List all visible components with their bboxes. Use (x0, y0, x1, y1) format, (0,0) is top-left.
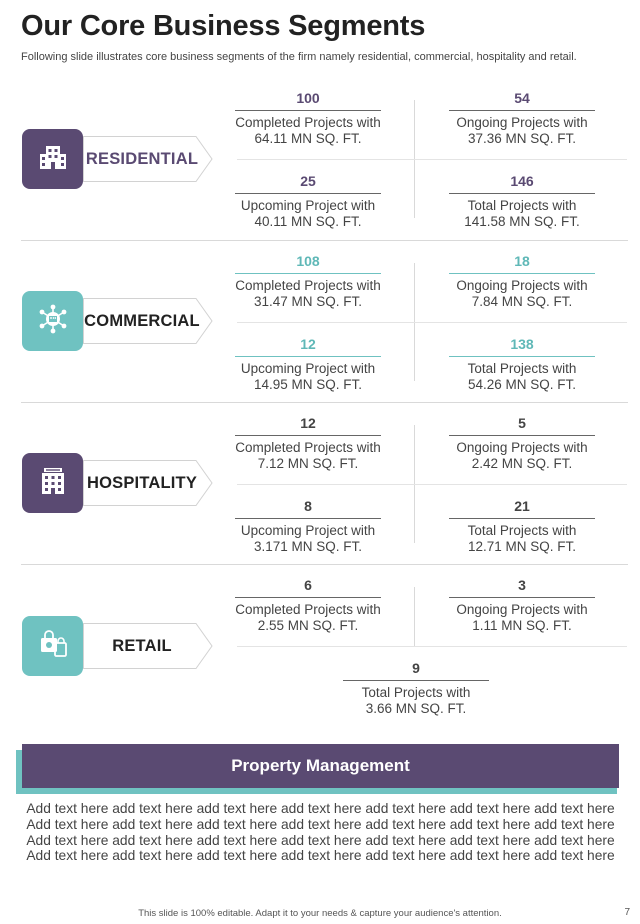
stat-area: 7.12 MN SQ. FT. (257, 456, 359, 471)
stat-value: 8 (304, 498, 312, 514)
segment-label-tag (83, 136, 213, 182)
stat-value: 108 (296, 253, 320, 269)
stat-rule (449, 273, 595, 274)
shopping-bags-icon (37, 628, 69, 665)
stat-rule (449, 435, 595, 436)
text-line: Add text here add text here add text here add text here add text here add text here add text here (26, 832, 615, 848)
stat-label: Ongoing Projects with (456, 440, 588, 455)
stat-completed (235, 415, 381, 472)
stat-label: Completed Projects with (235, 602, 381, 617)
stat-area: 14.95 MN SQ. FT. (253, 377, 363, 392)
hospital-icon (37, 465, 69, 502)
stat-value: 25 (300, 173, 316, 189)
stat-area: 54.26 MN SQ. FT. (467, 377, 577, 392)
text-line: Add text here add text here add text here add text here add text here add text here add text here (26, 848, 615, 864)
stat-value: 146 (510, 173, 534, 189)
stat-total (343, 660, 489, 717)
stat-area: 3.171 MN SQ. FT. (253, 539, 363, 554)
stat-area: 1.11 MN SQ. FT. (472, 618, 572, 633)
stat-area: 64.11 MN SQ. FT. (254, 131, 362, 146)
stat-ongoing (449, 577, 595, 634)
stat-total (449, 173, 595, 230)
stat-value: 9 (412, 660, 420, 676)
stat-total (449, 336, 595, 393)
text-line: Add text here add text here add text here add text here add text here add text here add text here (26, 801, 615, 816)
stat-label: Total Projects with (467, 198, 577, 213)
stat-label: Completed Projects with (235, 440, 381, 455)
quadrant-divider-horizontal (237, 322, 627, 323)
stat-rule (343, 680, 489, 681)
stat-value: 12 (300, 415, 316, 431)
stat-value: 54 (514, 90, 530, 106)
stat-value: 12 (300, 336, 316, 352)
property-management-bar (22, 744, 619, 788)
segment-hospitality (21, 402, 628, 564)
segment-residential (21, 78, 628, 240)
quadrant-divider-horizontal (237, 159, 627, 160)
stat-area: 141.58 MN SQ. FT. (464, 214, 580, 229)
stat-value: 3 (518, 577, 526, 593)
text-line: Add text here add text here add text here add text here add text here add text here add text here (26, 816, 615, 832)
stat-completed (235, 253, 381, 310)
stat-label: Upcoming Project with (240, 361, 376, 376)
stat-area: 37.36 MN SQ. FT. (467, 131, 577, 146)
stat-value: 5 (518, 415, 526, 431)
stat-ongoing (449, 415, 595, 472)
stat-ongoing (449, 253, 595, 310)
stat-upcoming (235, 498, 381, 555)
segment-label-tag (83, 298, 213, 344)
stat-value: 100 (296, 90, 320, 106)
stat-label: Upcoming Project with (240, 198, 376, 213)
stat-value: 6 (304, 577, 312, 593)
stat-label: Completed Projects with (235, 278, 381, 293)
segment-name: RESIDENTIAL (85, 149, 199, 168)
stat-label: Total Projects with (361, 685, 471, 700)
stat-area: 40.11 MN SQ. FT. (254, 214, 362, 229)
stat-rule (449, 356, 595, 357)
stat-value: 21 (514, 498, 530, 514)
property-management-title: Property Management (231, 756, 410, 775)
page-title: Our Core Business Segments (21, 10, 426, 42)
network-icon (37, 303, 69, 340)
segment-label-tag (83, 460, 213, 506)
quadrant-divider-horizontal (237, 484, 627, 485)
building-icon (37, 141, 69, 178)
stat-rule (449, 597, 595, 598)
quadrant-divider-horizontal (237, 646, 627, 647)
segment-name: COMMERCIAL (84, 311, 200, 330)
property-management-text (22, 801, 619, 864)
stat-label: Upcoming Project with (240, 523, 376, 538)
stat-rule (235, 193, 381, 194)
stat-rule (449, 518, 595, 519)
stat-upcoming (235, 336, 381, 393)
footer-note: This slide is 100% editable. Adapt it to your needs & capture your audience's attention. (138, 908, 502, 919)
segment-commercial (21, 240, 628, 402)
stat-rule (235, 356, 381, 357)
stat-value: 138 (510, 336, 534, 352)
stat-label: Total Projects with (467, 523, 577, 538)
page-subtitle: Following slide illustrates core business segments of the firm namely residential, commercial, hospitality and retail. (21, 51, 577, 63)
segment-icon-box (22, 129, 83, 189)
stat-area: 7.84 MN SQ. FT. (471, 294, 573, 309)
segment-retail (21, 564, 628, 734)
stat-area: 12.71 MN SQ. FT. (467, 539, 577, 554)
segment-name: RETAIL (112, 636, 172, 655)
stat-area: 2.42 MN SQ. FT. (471, 456, 573, 471)
stat-rule (235, 435, 381, 436)
stat-upcoming (235, 173, 381, 230)
page-number: 7 (624, 907, 630, 918)
stat-rule (449, 193, 595, 194)
stat-rule (449, 110, 595, 111)
stat-completed (235, 577, 381, 634)
segment-icon-box (22, 291, 83, 351)
stat-label: Ongoing Projects with (456, 602, 588, 617)
segment-icon-box (22, 453, 83, 513)
stat-ongoing (449, 90, 595, 147)
stat-area: 3.66 MN SQ. FT. (365, 701, 467, 716)
stat-completed (235, 90, 381, 147)
segment-label-tag (83, 623, 213, 669)
stat-rule (235, 518, 381, 519)
stat-rule (235, 597, 381, 598)
stat-label: Completed Projects with (235, 115, 381, 130)
stat-label: Ongoing Projects with (456, 278, 588, 293)
stat-label: Ongoing Projects with (456, 115, 588, 130)
stat-area: 31.47 MN SQ. FT. (253, 294, 363, 309)
stat-value: 18 (514, 253, 530, 269)
stat-area: 2.55 MN SQ. FT. (257, 618, 359, 633)
stat-total (449, 498, 595, 555)
segment-name: HOSPITALITY (86, 473, 198, 492)
stat-label: Total Projects with (467, 361, 577, 376)
segment-icon-box (22, 616, 83, 676)
quadrant-divider-vertical (414, 587, 415, 647)
stat-rule (235, 273, 381, 274)
stat-rule (235, 110, 381, 111)
